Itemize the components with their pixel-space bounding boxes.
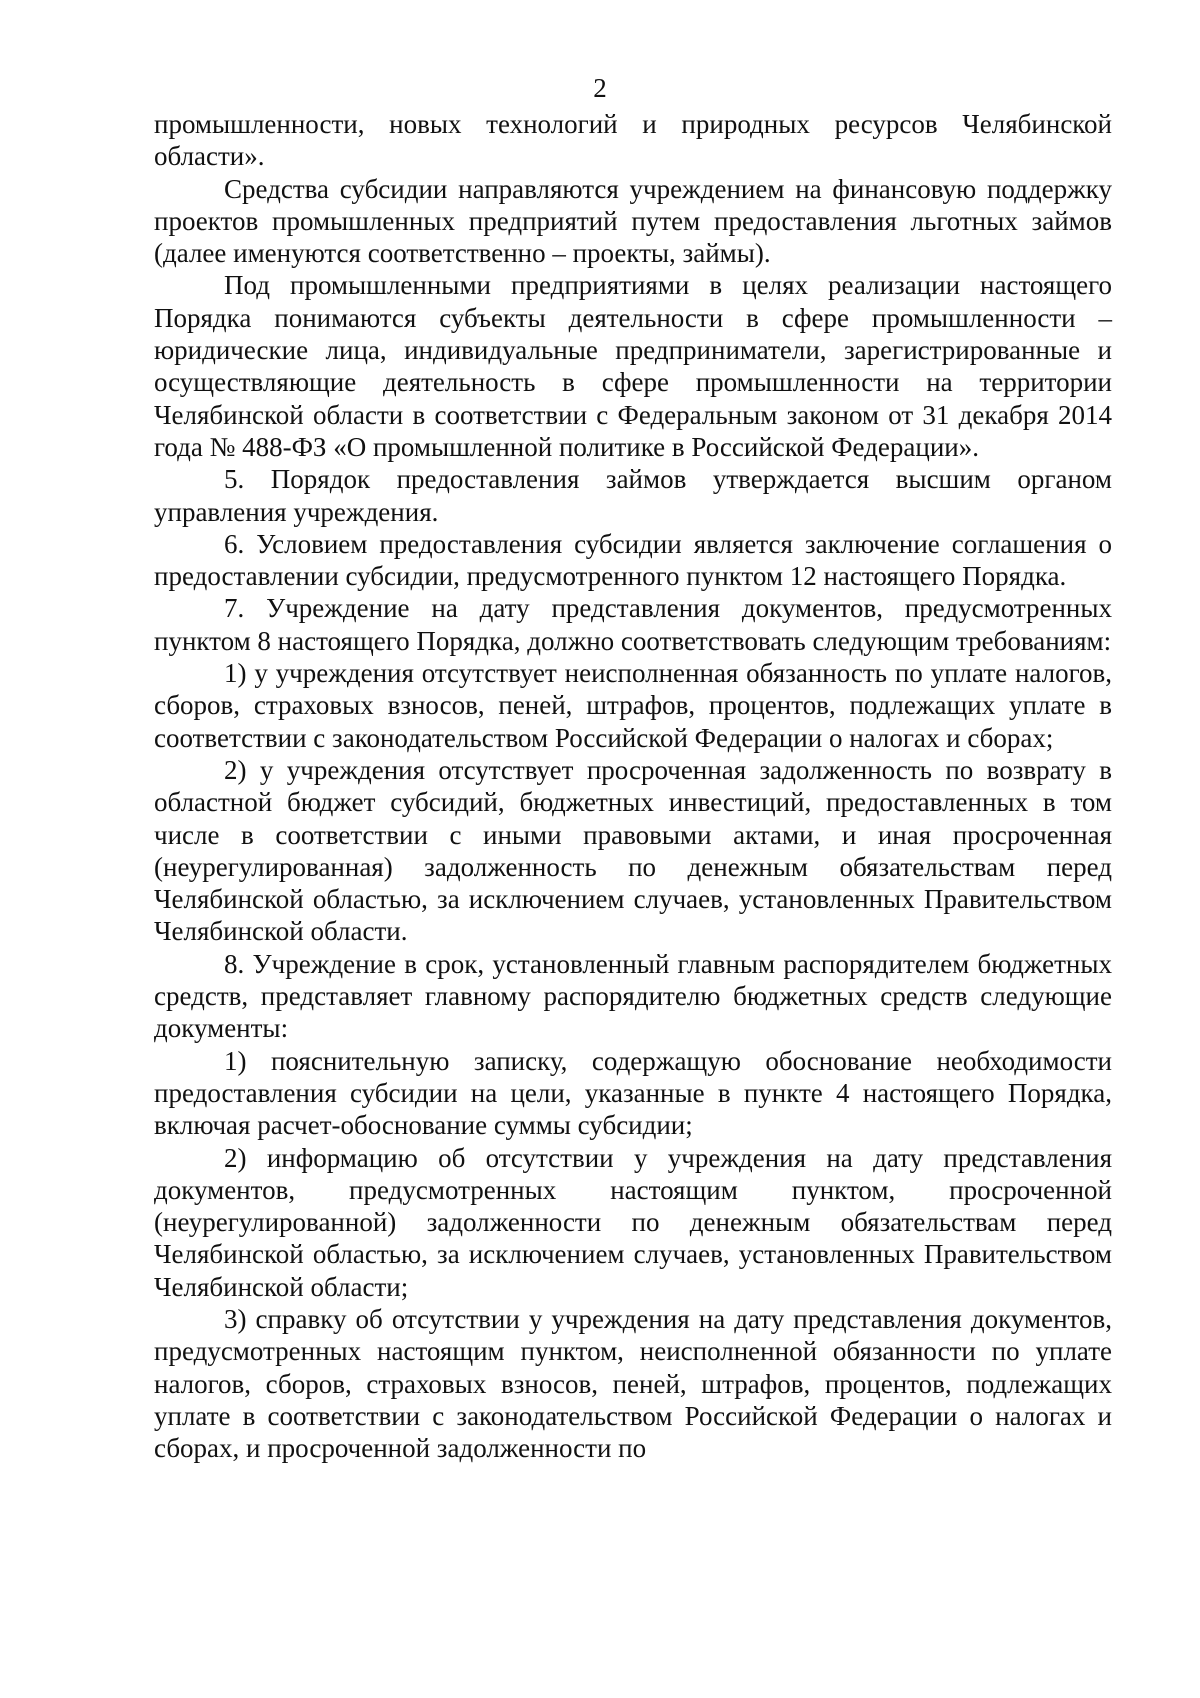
paragraph-item-8-2: 2) информацию об отсутствии у учреждения на дату представления документов, предусмотренных настоящим пунктом, просроченной (неурегулированной) задолженности по денежным обязательствам перед Челябинской областью, за исключением случаев, установленных Правительством Челябинской области; xyxy=(154,1142,1112,1302)
page-number: 2 xyxy=(593,73,607,103)
paragraph-subsidy-funds: Средства субсидии направляются учреждением на финансовую поддержку проектов промышленных предприятий путем предоставления льготных займов (далее именуются соответственно – проекты, займы). xyxy=(154,173,1112,269)
paragraph-item-7-1: 1) у учреждения отсутствует неисполненная обязанность по уплате налогов, сборов, страховых взносов, пеней, штрафов, процентов, подлежащих уплате в соответствии с законодательством Российской Федерации о налогах и сборах; xyxy=(154,658,1112,753)
paragraph-item-8-3: 3) справку об отсутствии у учреждения на дату представления документов, предусмотренных настоящим пунктом, неисполненной обязанности по уплате налогов, сборов, страховых взносов, пеней, штрафов, процентов, подлежащих уплате в соответствии с законодательством Российской Федерации о налогах и сборах, и просроченной задолженности по xyxy=(154,1303,1112,1464)
paragraph-continuation: промышленности, новых технологий и природных ресурсов Челябинской области». xyxy=(154,109,1112,172)
paragraph-industrial-enterprises: Под промышленными предприятиями в целях реализации настоящего Порядка понимаются субъекты деятельности в сфере промышленности – юридические лица, индивидуальные предприниматели, зарегистрированные и осуществляющие деятельность в сфере промышленности на территории Челябинской области в соответствии с Федеральным законом от 31 декабря 2014 года № 488-ФЗ «О промышленной политике в Российской Федерации». xyxy=(154,270,1112,462)
paragraph-item-5: 5. Порядок предоставления займов утверждается высшим органом управления учреждения. xyxy=(154,464,1112,527)
paragraph-item-6: 6. Условием предоставления субсидии является заключение соглашения о предоставлении субсидии, предусмотренного пунктом 12 настоящего Порядка. xyxy=(154,528,1112,592)
paragraph-item-8: 8. Учреждение в срок, установленный главным распорядителем бюджетных средств, представляет главному распорядителю бюджетных средств следующие документы: xyxy=(154,948,1112,1044)
paragraph-item-7: 7. Учреждение на дату представления документов, предусмотренных пунктом 8 настоящего Порядка, должно соответствовать следующим требованиям: xyxy=(154,593,1112,656)
paragraph-item-8-1: 1) пояснительную записку, содержащую обоснование необходимости предоставления субсидии на цели, указанные в пункте 4 настоящего Порядка, включая расчет-обоснование суммы субсидии; xyxy=(154,1045,1112,1141)
document-body xyxy=(154,108,1112,1464)
paragraph-item-7-2: 2) у учреждения отсутствует просроченная задолженность по возврату в областной бюджет субсидий, бюджетных инвестиций, предоставленных в том числе в соответствии с иными правовыми актами, и иная просроченная (неурегулированная) задолженность по денежным обязательствам перед Челябинской областью, за исключением случаев, установленных Правительством Челябинской области. xyxy=(154,754,1112,947)
